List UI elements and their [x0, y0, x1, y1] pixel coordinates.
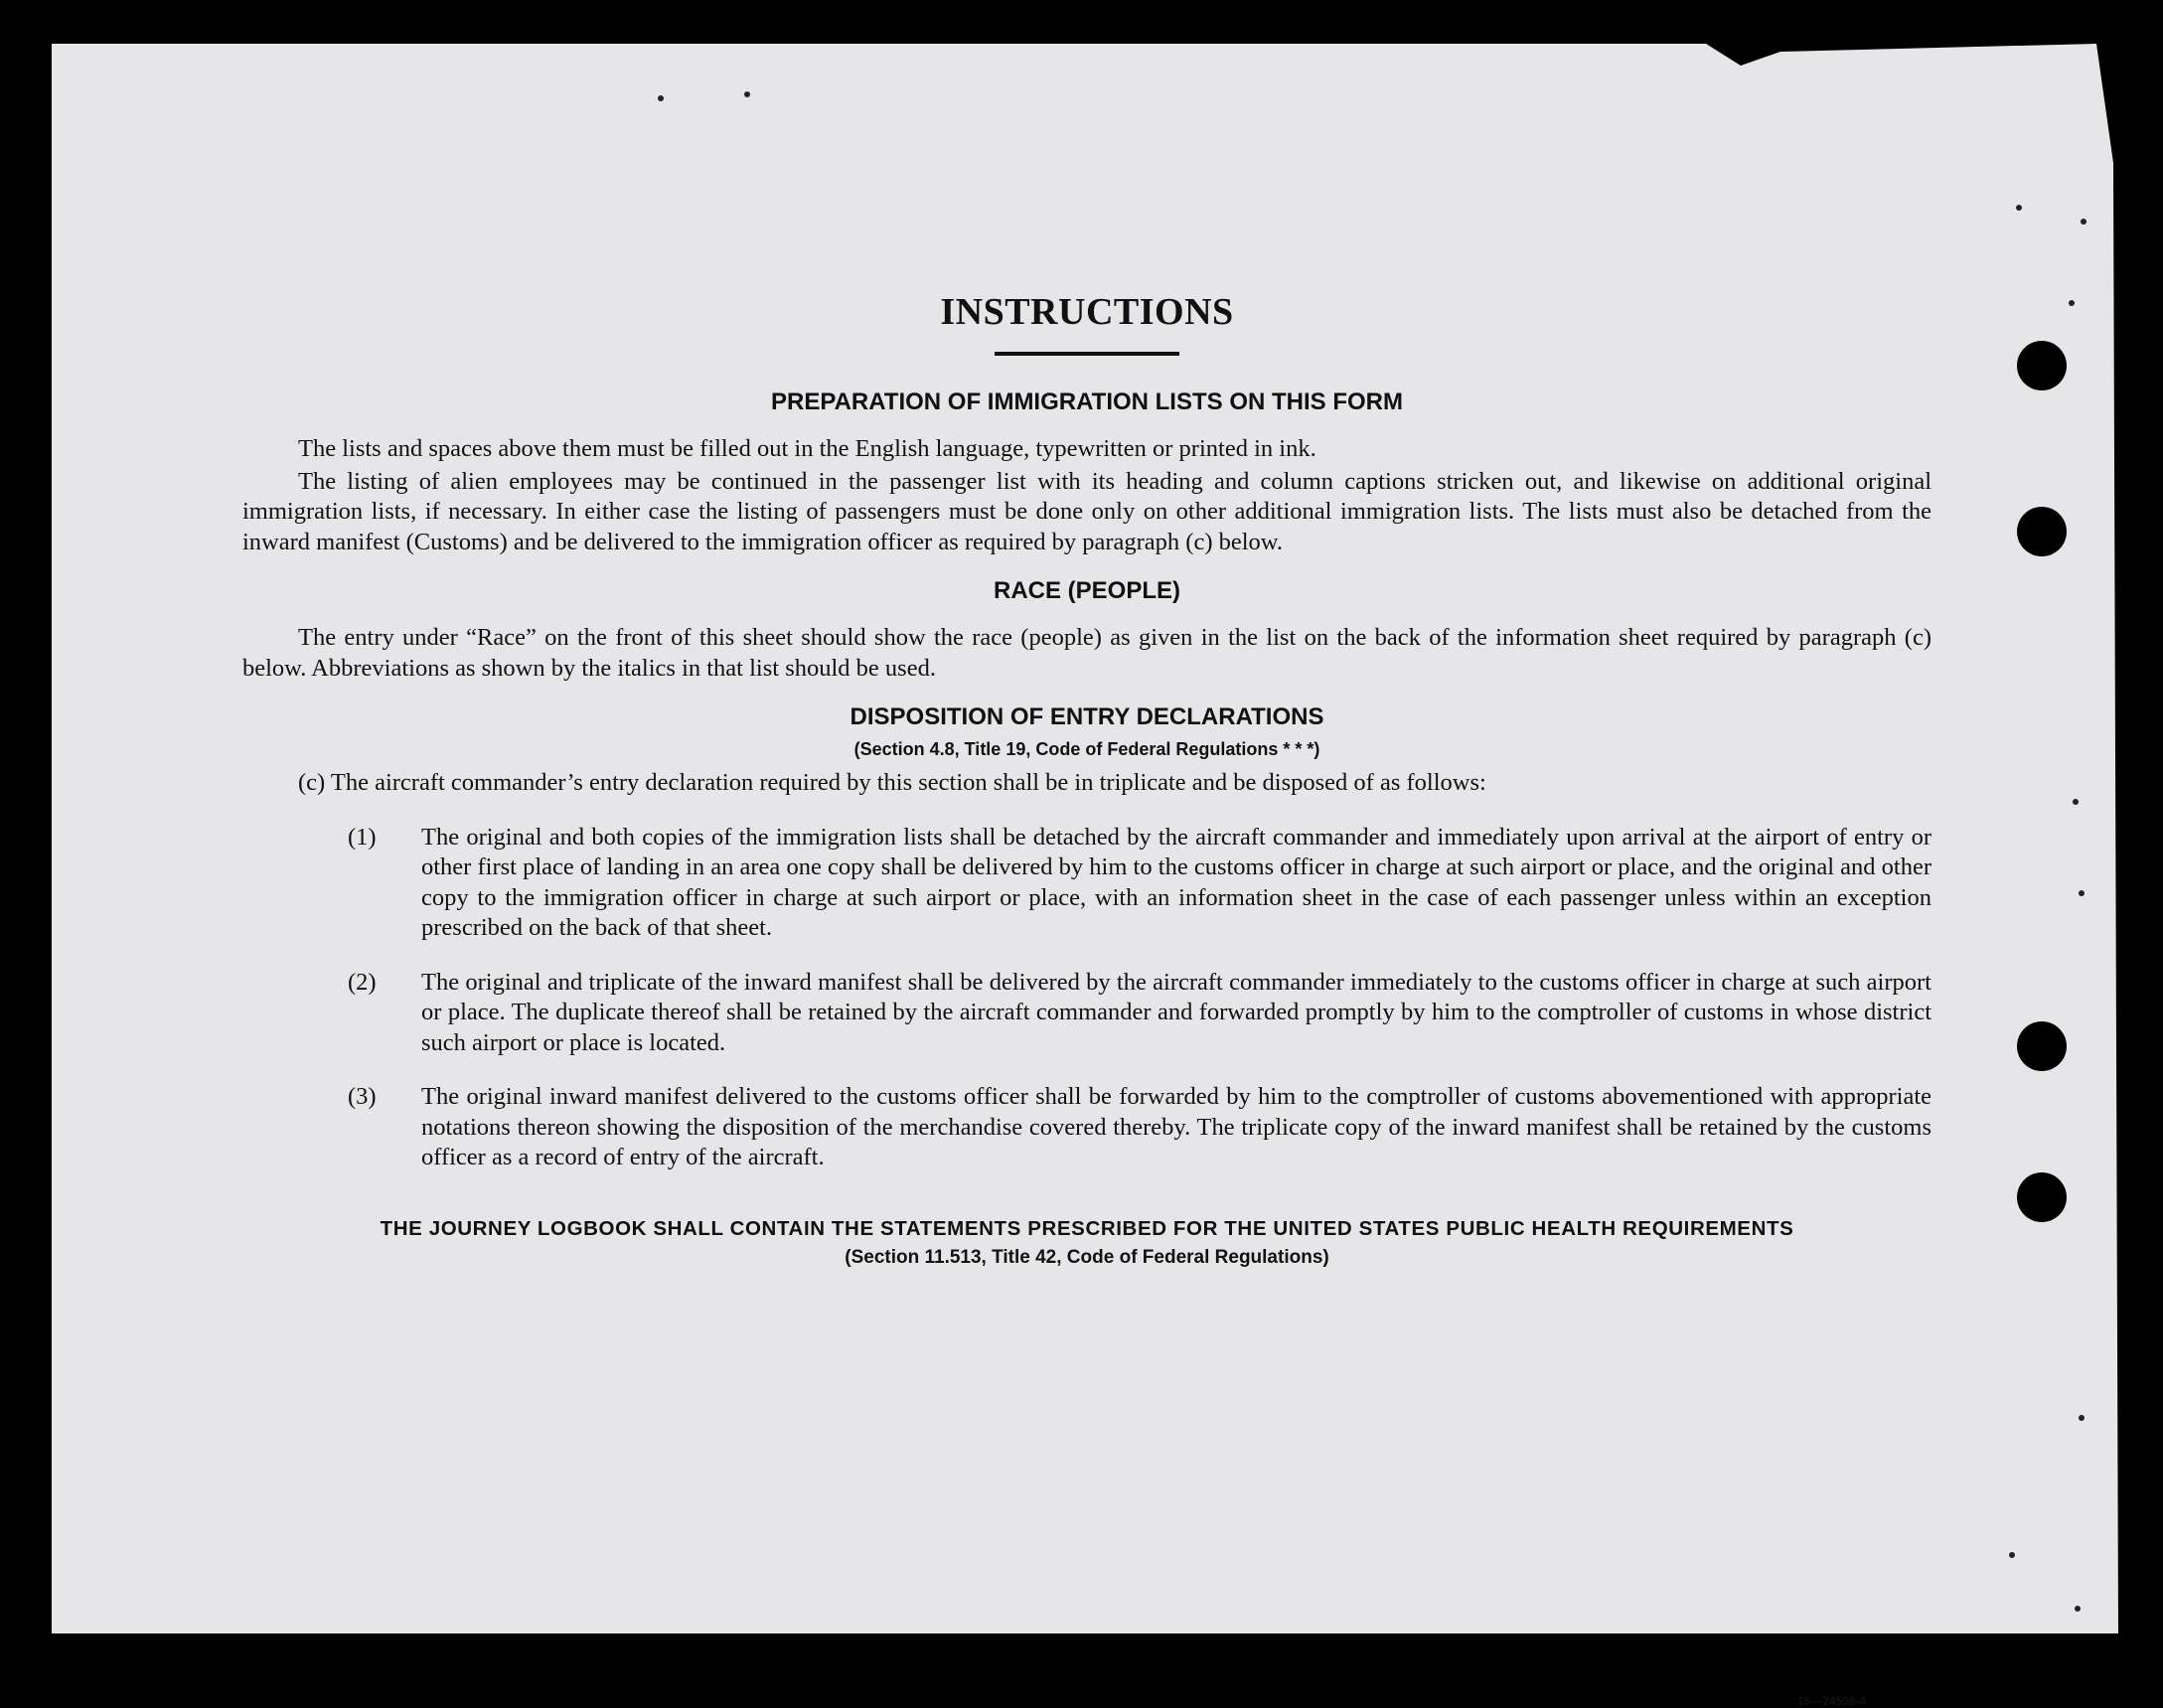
binder-hole [2017, 507, 2067, 556]
race-para: The entry under “Race” on the front of this sheet should show the race (people) as given in the list on the back of the information sheet required by paragraph (c) below. Abbreviations as shown by the italics in that list should be used. [242, 624, 1931, 682]
binder-hole [2017, 341, 2067, 390]
scan-speck [658, 95, 664, 101]
item-number: (2) [348, 968, 377, 996]
instructions-content [242, 290, 1931, 1708]
scan-speck [2079, 1415, 2085, 1421]
scan-speck [2016, 205, 2022, 211]
disposition-item-1 [242, 823, 1931, 944]
item-text: The original and both copies of the immigration lists shall be detached by the aircraft commander and immediately upon arrival at the airport of entry or other first place of landing in an area one copy shall be delivered by him to the customs officer in charge at such airport or place, and the original and other copy to the immigration officer in charge at such airport or place, with an information sheet in the case of each passenger unless within an exception prescribed on the back of that sheet. [421, 823, 1931, 941]
form-number: 16—24598-4 [1797, 1694, 1867, 1708]
item-text: The original and triplicate of the inward manifest shall be delivered by the aircraft commander immediately to the customs officer in charge at such airport or place. The duplicate thereof shall be retained by the aircraft commander and forwarded promptly by him to the comptroller of customs in whose district such airport or place is located. [421, 968, 1931, 1056]
race-heading: RACE (PEOPLE) [993, 577, 1180, 604]
scan-speck [2009, 1552, 2015, 1558]
scan-speck [2069, 300, 2075, 306]
binder-hole [2017, 1172, 2067, 1222]
item-text: The original inward manifest delivered to the customs officer shall be forwarded by him to the comptroller of customs abovementioned with appropriate notations thereon showing the disposition of the merchandise covered thereby. The triplicate copy of the inward manifest shall be retained by the customs officer as a record of entry of the aircraft. [421, 1083, 1931, 1170]
disposition-item-3 [242, 1082, 1931, 1173]
health-requirements-statement: THE JOURNEY LOGBOOK SHALL CONTAIN THE STATEMENTS PRESCRIBED FOR THE UNITED STATES PUBLIC HEALTH REQUIREMENTS [380, 1216, 1794, 1240]
preparation-para-2: The listing of alien employees may be continued in the passenger list with its heading and column captions stricken out, and likewise on additional original immigration lists, if necessary. In either case the listing of passengers must be done only on other additional immigration lists. The lists must also be detached from the inward manifest (Customs) and be delivered to the immigration officer as required by paragraph (c) below. [242, 467, 1931, 555]
scan-speck [744, 91, 750, 97]
item-number: (3) [348, 1083, 377, 1110]
health-requirements-citation: (Section 11.513, Title 42, Code of Federal Regulations) [845, 1246, 1329, 1268]
scan-speck [2075, 1606, 2081, 1612]
scan-speck [2079, 890, 2085, 896]
item-number: (1) [348, 823, 377, 851]
scan-speck [2081, 219, 2086, 225]
disposition-citation: (Section 4.8, Title 19, Code of Federal Regulations * * *) [853, 739, 1320, 759]
preparation-heading: PREPARATION OF IMMIGRATION LISTS ON THIS FORM [771, 388, 1403, 415]
disposition-item-2 [242, 968, 1931, 1059]
title-underline [995, 352, 1179, 356]
scan-speck [2073, 799, 2079, 805]
page-title: INSTRUCTIONS [940, 291, 1234, 333]
binder-hole [2017, 1021, 2067, 1071]
disposition-heading: DISPOSITION OF ENTRY DECLARATIONS [850, 703, 1324, 730]
disposition-intro: (c) The aircraft commander’s entry declaration required by this section shall be in triplicate and be disposed of as follows: [298, 769, 1486, 796]
preparation-para-1: The lists and spaces above them must be filled out in the English language, typewritten or printed in ink. [298, 435, 1316, 462]
